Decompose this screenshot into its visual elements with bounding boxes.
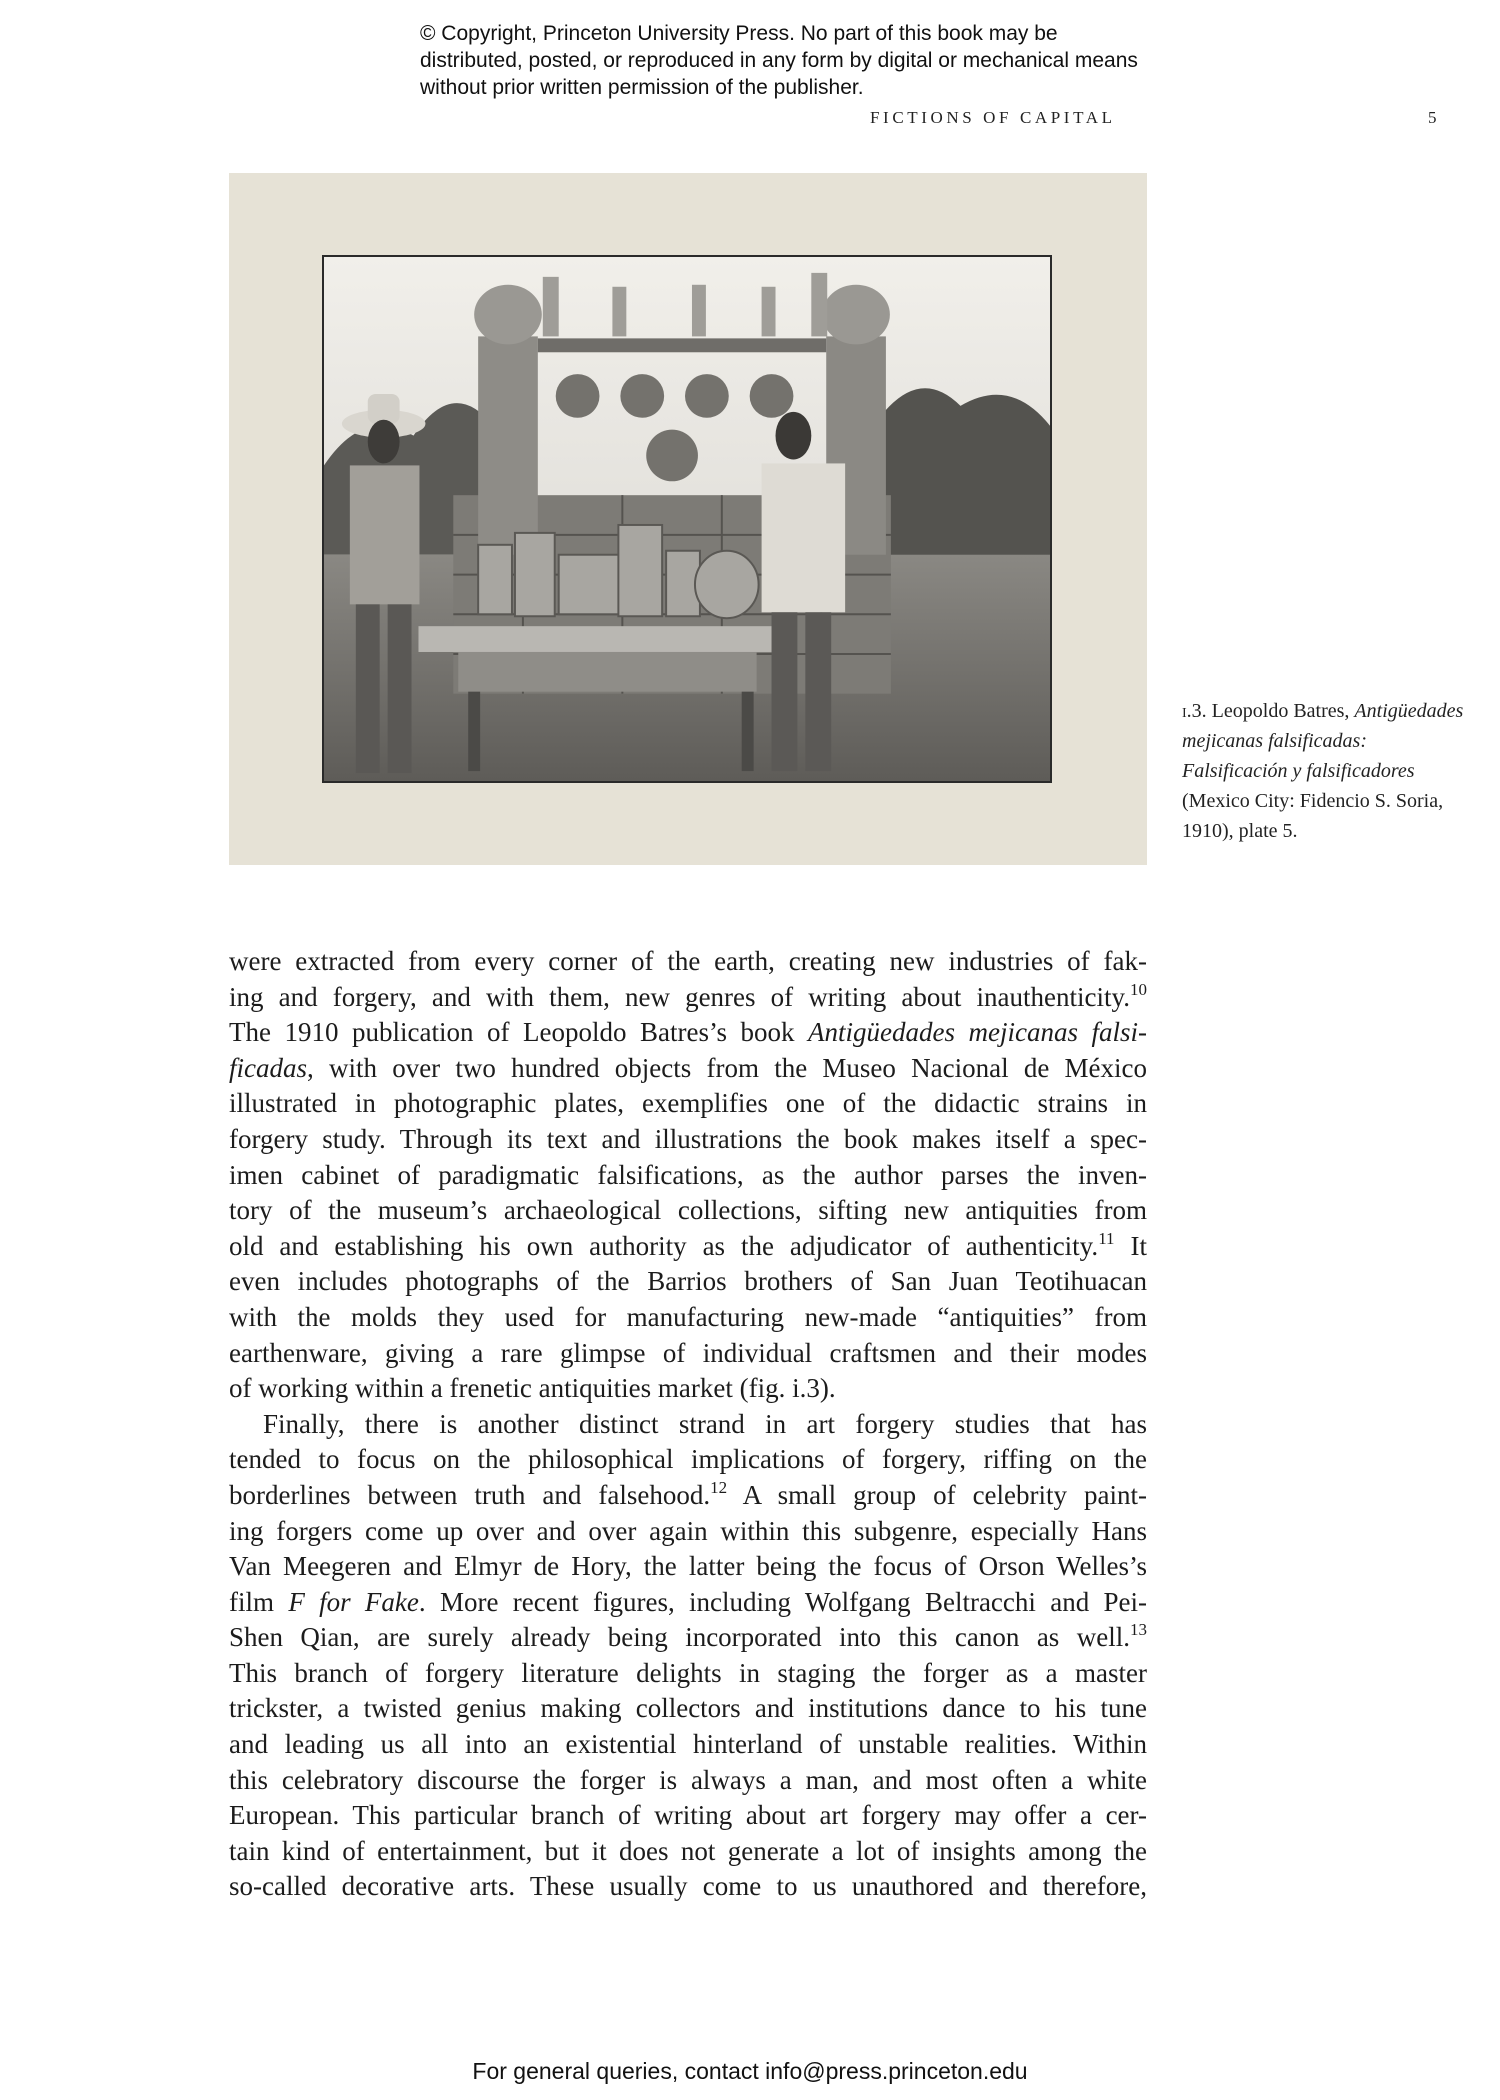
text-line [229, 1585, 1147, 1621]
figure-photograph [322, 255, 1052, 783]
text-segment: borderlines between truth and falsehood. [229, 1479, 711, 1510]
page-number: 5 [1428, 108, 1437, 127]
caption-author: Leopoldo Batres, [1206, 700, 1355, 722]
text-segment: Shen Qian, are surely already being incorporated into this canon as well. [229, 1622, 1130, 1653]
text-line: even includes photographs of the Barrios brothers of San Juan Teotihuacan [229, 1266, 1147, 1297]
text-line: of working within a frenetic antiquities market (fig. i.3). [229, 1373, 836, 1404]
text-line [229, 1620, 1147, 1656]
book-title: Antigüedades mejicanas falsi- [808, 1017, 1147, 1048]
text-line: were extracted from every corner of the earth, creating new industries of fak- [229, 946, 1147, 976]
footnote-ref: 13 [1130, 1620, 1147, 1640]
text-segment: . More recent figures, including Wolfgang Beltracchi and Pei- [418, 1586, 1148, 1617]
text-line: and leading us all into an existential hinterland of unstable realities. Within [229, 1729, 1147, 1760]
figure-label: i.3. [1182, 700, 1207, 722]
text-line: This branch of forgery literature delights in staging the forger as a master [229, 1657, 1147, 1688]
footnote-ref: 11 [1098, 1228, 1115, 1248]
text-segment: A small group of celebrity paint- [727, 1479, 1147, 1510]
text-line: tain kind of entertainment, but it does not generate a lot of insights among the [229, 1835, 1147, 1866]
film-title: F for Fake [288, 1586, 419, 1617]
text-line: tended to focus on the philosophical implications of forgery, riffing on the [229, 1444, 1147, 1475]
text-line [229, 980, 1147, 1016]
text-line: Finally, there is another distinct strand in art forgery studies that has [263, 1408, 1147, 1439]
text-segment: film [229, 1586, 289, 1617]
text-line [229, 1478, 1147, 1514]
text-line [229, 1015, 1147, 1051]
text-line: Van Meegeren and Elmyr de Hory, the latter being the focus of Orson Welles’s [229, 1551, 1147, 1582]
text-segment: ing and forgery, and with them, new genres of writing about inauthenticity. [229, 981, 1130, 1012]
caption-publication: (Mexico City: Fidencio S. Soria, 1910), plate 5. [1182, 790, 1444, 842]
text-line [229, 1051, 1147, 1087]
figure-plate [229, 173, 1147, 865]
text-line: European. This particular branch of writing about art forgery may offer a cer- [229, 1800, 1147, 1831]
text-line: ing forgers come up over and over again within this subgenre, especially Hans [229, 1515, 1147, 1546]
footnote-ref: 10 [1130, 979, 1147, 999]
text-line: trickster, a twisted genius making collectors and institutions dance to his tune [229, 1693, 1147, 1724]
copyright-notice: © Copyright, Princeton University Press. No part of this book may be distributed, posted, or reproduced in any form by digital or mechanical means without prior written permission of the publisher. [420, 22, 1138, 99]
text-line: illustrated in photographic plates, exemplifies one of the didactic strains in [229, 1088, 1147, 1119]
caption-title: Antigüedades mejicanas falsificadas: Falsificación y falsificadores [1182, 700, 1464, 782]
footer-contact: For general queries, contact info@press.princeton.edu [472, 2058, 1028, 2084]
text-segment: , with over two hundred objects from the Museo Nacional de México [307, 1052, 1147, 1083]
text-line: tory of the museum’s archaeological collections, sifting new antiquities from [229, 1195, 1147, 1226]
text-line: so-called decorative arts. These usually come to us unauthored and therefore, [229, 1871, 1147, 1902]
text-segment: It [1114, 1230, 1147, 1261]
body-text [229, 944, 1147, 1905]
footnote-ref: 12 [710, 1477, 728, 1497]
text-line: imen cabinet of paradigmatic falsifications, as the author parses the inven- [229, 1159, 1147, 1190]
figure-caption [1182, 696, 1472, 846]
text-line: earthenware, giving a rare glimpse of individual craftsmen and their modes [229, 1337, 1147, 1368]
photograph-image [324, 257, 1050, 781]
text-line: forgery study. Through its text and illustrations the book makes itself a spec- [229, 1123, 1147, 1154]
text-line: this celebratory discourse the forger is always a man, and most often a white [229, 1764, 1147, 1795]
book-title: ficadas [229, 1052, 307, 1083]
text-segment: The 1910 publication of Leopoldo Batres’s book [229, 1017, 809, 1048]
text-segment: old and establishing his own authority as the adjudicator of authenticity. [229, 1230, 1099, 1261]
running-head: FICTIONS OF CAPITAL [870, 108, 1116, 127]
text-line: with the molds they used for manufacturing new-made “antiquities” from [229, 1301, 1147, 1332]
text-line [229, 1229, 1147, 1265]
